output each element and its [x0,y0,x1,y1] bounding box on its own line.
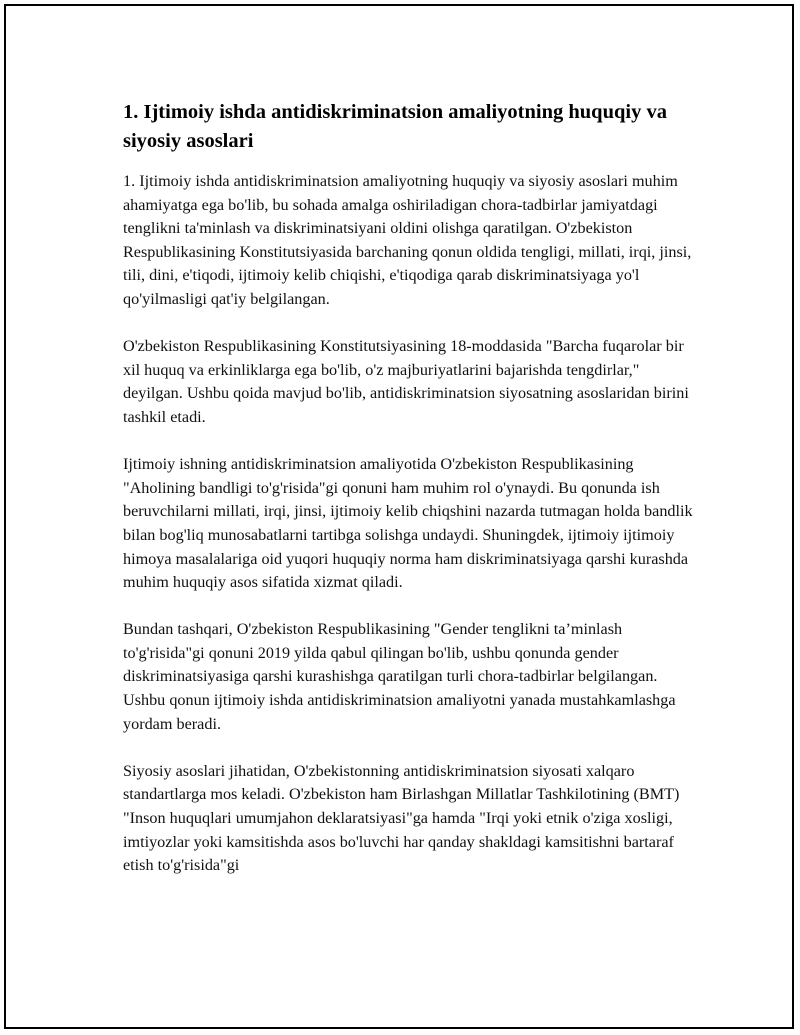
paragraph-constitution-article-18: O'zbekiston Respublikasining Konstitutsiyasining 18-moddasida "Barcha fuqarolar bir xil huquq va erkinliklarga ega bo'lib, o'z majburiyatlarini bajarishda tengdirlar," deyilgan. Ushbu qoida mavjud bo'lib, antidiskriminatsion siyosatning asoslaridan birini tashkil etadi. [123,337,689,426]
paragraph-intro: 1. Ijtimoiy ishda antidiskriminatsion amaliyotning huquqiy va siyosiy asoslari muhim ahamiyatga ega bo'lib, bu sohada amalga oshiriladigan chora-tadbirlar jamiyatdagi tenglikni ta'minlash va diskriminatsiyani oldini olishga qaratilgan. O'zbekiston Respublikasining Konstitutsiyasida barchaning qonun oldida tengligi, millati, irqi, jinsi, tili, dini, e'tiqodi, ijtimoiy kelib chiqishi, e'tiqodiga qarab diskriminatsiyaga yo'l qo'yilmasligi qat'iy belgilangan. [123,172,692,308]
paragraph-employment-law: Ijtimoiy ishning antidiskriminatsion amaliyotida O'zbekiston Respublikasining "Aholining bandligi to'g'risida"gi qonuni ham muhim rol o'ynaydi. Bu qonunda ish beruvchilarni millati, irqi, jinsi, ijtimoiy kelib chiqshini nazarda tutmagan holda bandlik bilan bog'liq munosabatlarni tartibga solishga undaydi. Shuningdek, ijtimoiy ijtimoiy himoya masalalariga oid yuqori huquqiy norma ham diskriminatsiyaga qarshi kurashda muhim huquqiy asos sifatida xizmat qiladi. [123,455,693,592]
document-title: 1. Ijtimoiy ishda antidiskriminatsion amaliyotning huquqiy va siyosiy asoslari [123,101,667,152]
paragraph-gender-equality-law: Bundan tashqari, O'zbekiston Respublikasining "Gender tenglikni taʼminlash to'g'risida"gi qonuni 2019 yilda qabul qilingan bo'lib, ushbu qonunda gender diskriminatsiyasiga qarshi kurashishga qaratilgan turli chora-tadbirlar belgilangan. Ushbu qonun ijtimoiy ishda antidiskriminatsion amaliyotni yanada mustahkamlashga yordam beradi. [123,620,676,733]
document-body [123,98,703,901]
paragraph-political-foundations: Siyosiy asoslari jihatidan, O'zbekistonning antidiskriminatsion siyosati xalqaro standartlarga mos keladi. O'zbekiston ham Birlashgan Millatlar Tashkilotining (BMT) "Inson huquqlari umumjahon deklaratsiyasi"ga hamda "Irqi yoki etnik o'ziga xosligi, imtiyozlar yoki kamsitishda asos bo'luvchi har qanday shakldagi kamsitishni bartaraf etish to'g'risida"gi [123,761,680,875]
page-frame [4,4,794,1029]
